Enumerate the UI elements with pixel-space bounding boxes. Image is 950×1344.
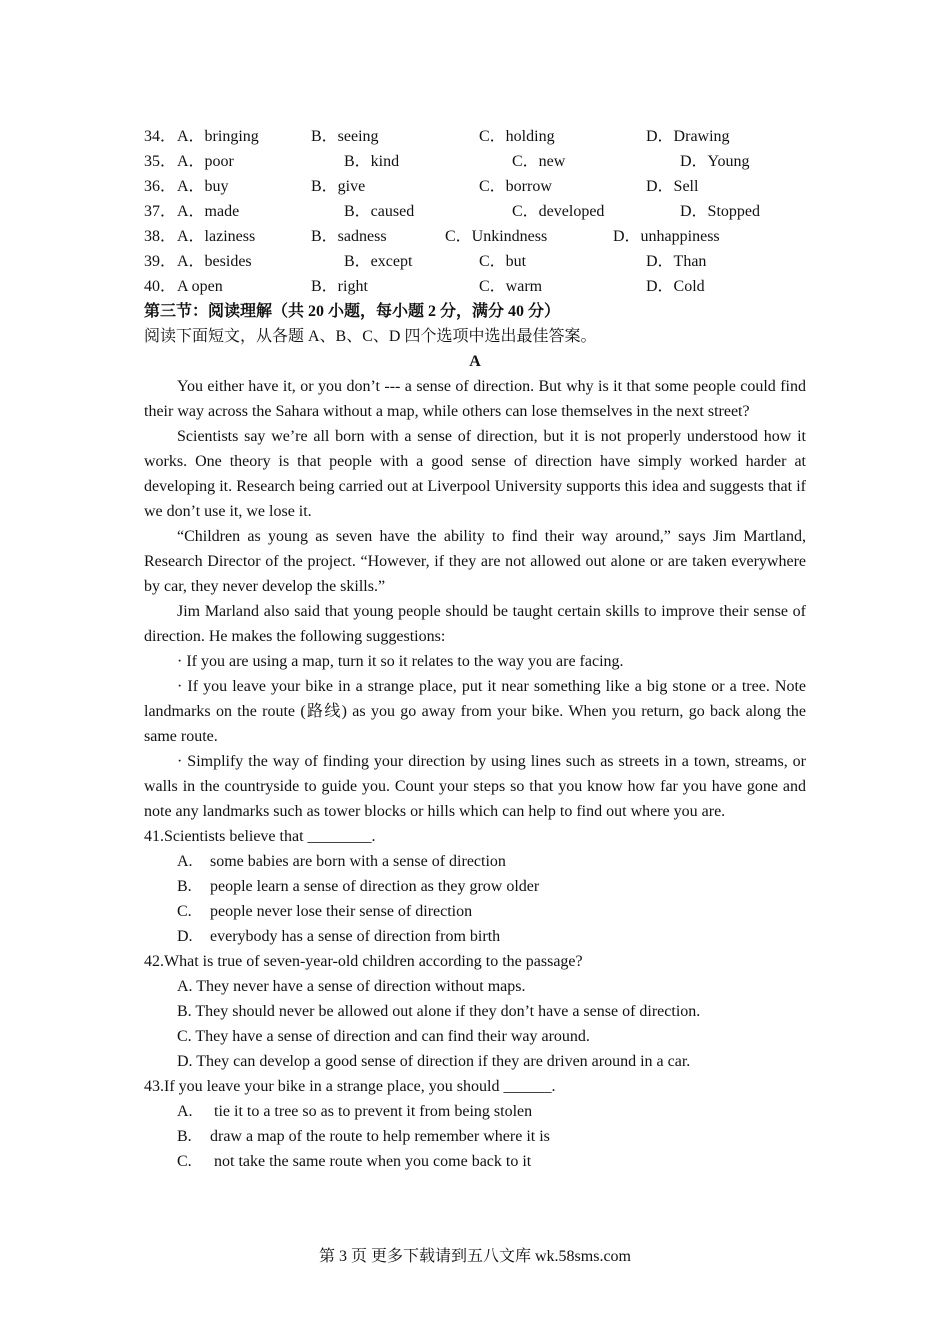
option-c: C．warm	[479, 278, 543, 295]
suggestion-bullet: · Simplify the way of finding your direction by using lines such as streets in a town, streams, or walls in the countryside to guide you. Count your steps so that you know how far you have gone and note any landmarks such as tower blocks or hills which can help to find out where you are.	[144, 753, 806, 820]
option-a: A．buy	[177, 178, 229, 195]
option-a: A．made	[177, 203, 240, 220]
option-a: A．laziness	[177, 228, 256, 245]
suggestion-bullet: · If you are using a map, turn it so it relates to the way you are facing.	[177, 653, 624, 670]
choice-text: everybody has a sense of direction from birth	[210, 928, 501, 945]
section-instruction: 阅读下面短文，从各题 A、B、C、D 四个选项中选出最佳答案。	[144, 328, 597, 345]
passage-paragraph: “Children as young as seven have the ability to find their way around,” says Jim Martland, Research Director of the project. “However, if they are not allowed out alone or are taken everywhere by car, they never develop the skills.”	[144, 528, 806, 595]
passage-paragraph: Jim Marland also said that young people should be taught certain skills to improve their sense of direction. He makes the following suggestions:	[144, 603, 806, 645]
question-number: 36．	[144, 178, 177, 195]
option-c: C．but	[479, 253, 527, 270]
suggestion-bullet: · If you leave your bike in a strange place, put it near something like a big stone or a tree. Note landmarks on the route (路线) as you go away from your bike. When you return, go back along the same route.	[144, 678, 806, 745]
choice-label: B.	[177, 878, 192, 895]
option-row-36	[144, 174, 806, 199]
option-b: B．kind	[344, 153, 400, 170]
question-43-choice-a[interactable]	[144, 1099, 806, 1124]
option-d: D．Stopped	[680, 203, 761, 220]
option-c: C．developed	[512, 203, 605, 220]
option-c: C．Unkindness	[445, 228, 548, 245]
choice-label: A.	[177, 1103, 193, 1120]
question-42-choice-d[interactable]: D. They can develop a good sense of direction if they are driven around in a car.	[177, 1053, 691, 1070]
question-number: 40．	[144, 278, 177, 295]
option-c: C．holding	[479, 128, 555, 145]
question-41-choice-a[interactable]	[144, 849, 806, 874]
option-d: D．Cold	[646, 278, 705, 295]
option-d: D．Young	[680, 153, 750, 170]
option-b: B．sadness	[311, 228, 387, 245]
option-a: A．bringing	[177, 128, 259, 145]
option-d: D．Than	[646, 253, 707, 270]
passage-label: A	[469, 353, 481, 370]
question-43-stem: 43.If you leave your bike in a strange place, you should ______.	[144, 1078, 556, 1095]
option-b: B．caused	[344, 203, 415, 220]
choice-text: some babies are born with a sense of direction	[210, 853, 506, 870]
section-heading: 第三节：阅读理解（共 20 小题，每小题 2 分，满分 40 分）	[144, 303, 561, 320]
question-41-choice-b[interactable]	[144, 874, 806, 899]
passage-paragraph: Scientists say we’re all born with a sense of direction, but it is not properly understood how it works. One theory is that people with a good sense of direction have simply worked harder at developing it. Research being carried out at Liverpool University supports this idea and suggests that if we don’t use it, we lose it.	[144, 428, 806, 520]
question-number: 38．	[144, 228, 177, 245]
option-a: A open	[177, 278, 223, 295]
option-row-38	[144, 224, 806, 249]
question-42-choice-b[interactable]: B. They should never be allowed out alone if they don’t have a sense of direction.	[177, 1003, 701, 1020]
option-b: B．right	[311, 278, 368, 295]
question-42-choice-c[interactable]: C. They have a sense of direction and can find their way around.	[177, 1028, 590, 1045]
choice-label: A.	[177, 853, 193, 870]
choice-text: not take the same route when you come back to it	[210, 1153, 532, 1170]
option-row-35	[144, 149, 806, 174]
choice-text: people never lose their sense of direction	[210, 903, 473, 920]
option-b: B．give	[311, 178, 366, 195]
question-42-choice-a[interactable]: A. They never have a sense of direction without maps.	[177, 978, 526, 995]
choice-label: B.	[177, 1128, 192, 1145]
exam-page	[144, 124, 806, 1174]
choice-label: D.	[177, 928, 193, 945]
page-footer: 第 3 页 更多下载请到五八文库 wk.58sms.com	[318, 1248, 631, 1265]
option-row-40	[144, 274, 806, 299]
question-41-choice-d[interactable]	[144, 924, 806, 949]
question-number: 39．	[144, 253, 177, 270]
option-b: B．seeing	[311, 128, 379, 145]
option-c: C．new	[512, 153, 566, 170]
choice-text: draw a map of the route to help remember where it is	[210, 1128, 550, 1145]
option-d: D．Drawing	[646, 128, 730, 145]
choice-text: people learn a sense of direction as they grow older	[210, 878, 540, 895]
option-row-37	[144, 199, 806, 224]
option-c: C．borrow	[479, 178, 552, 195]
question-number: 35．	[144, 153, 177, 170]
option-b: B．except	[344, 253, 413, 270]
choice-text: tie it to a tree so as to prevent it from being stolen	[210, 1103, 533, 1120]
question-41-choice-c[interactable]	[144, 899, 806, 924]
option-d: D．unhappiness	[613, 228, 720, 245]
question-42-stem: 42.What is true of seven-year-old children according to the passage?	[144, 953, 583, 970]
question-number: 34．	[144, 128, 177, 145]
question-number: 37．	[144, 203, 177, 220]
passage-paragraph: You either have it, or you don’t --- a sense of direction. But why is it that some people could find their way across the Sahara without a map, while others can lose themselves in the next street?	[144, 378, 806, 420]
option-a: A．besides	[177, 253, 252, 270]
option-a: A．poor	[177, 153, 234, 170]
option-row-39	[144, 249, 806, 274]
option-row-34	[144, 124, 806, 149]
question-41-stem: 41.Scientists believe that ________.	[144, 828, 376, 845]
option-d: D．Sell	[646, 178, 699, 195]
question-43-choice-c[interactable]	[144, 1149, 806, 1174]
question-43-choice-b[interactable]	[144, 1124, 806, 1149]
choice-label: C.	[177, 903, 192, 920]
choice-label: C.	[177, 1153, 192, 1170]
